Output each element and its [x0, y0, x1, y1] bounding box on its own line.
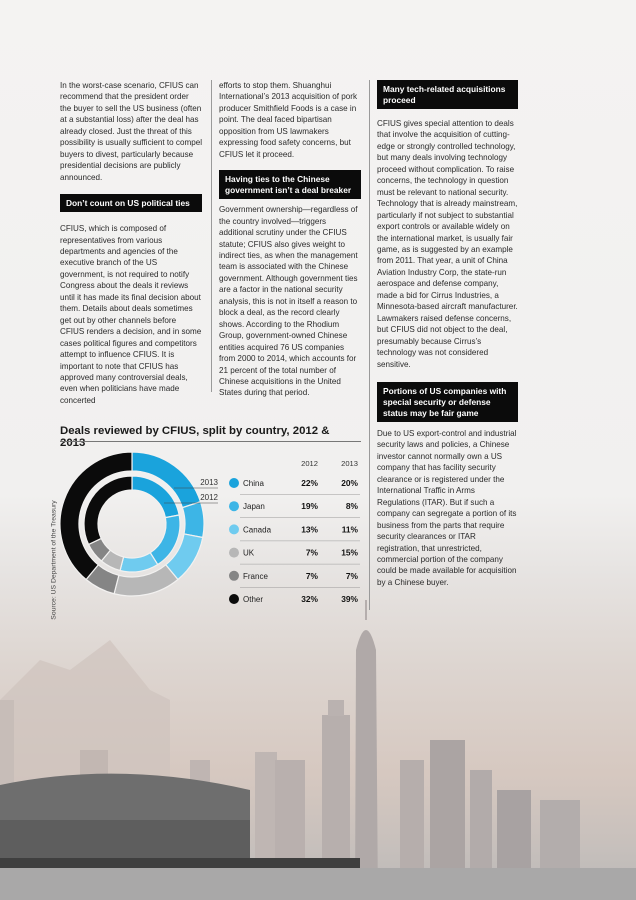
- column-rule-left: [211, 80, 212, 392]
- column-rule-right: [369, 80, 370, 610]
- paragraph: efforts to stop them. Shuanghui International’s 2013 acquisition of pork producer Smithfield Foods is a case in point. The deal faced bipartisan opposition from US lawmakers expressing food safety concerns, but CFIUS let it proceed.: [219, 81, 357, 159]
- table-value-japan-2013: 8%: [345, 501, 358, 512]
- table-value-canada-2012: 13%: [301, 524, 318, 535]
- paragraph: Due to US export-control and industrial security laws and policies, a Chinese investor cannot normally own a US company that has facility security clearance or is registered under the International Traffic in Arms Regulations (ITAR). But if such a company can segregate a portion of its business from the parts that require security clearances or ITAR registration, that unrestricted, commercial portion of the company could be made available for acquisition by a Chinese buyer.: [377, 428, 517, 587]
- legend-label-china: China: [243, 479, 264, 488]
- paragraph: CFIUS, which is composed of representatives from various departments and agencies of the executive branch of the US government, is not required to notify Congress about the deals it reviews until it has made its final decision about them. Details about deals sometimes get out by other channels before CFIUS renders a decision, and in some cases political figures and competitors attempt to influence CFIUS. It is important to note that CFIUS has approved many controversial deals, even when politicians have made concerted: [60, 224, 202, 405]
- table-value-china-2012: 22%: [301, 478, 318, 488]
- section-heading: Don’t count on US political ties: [60, 194, 202, 212]
- legend-label-canada: Canada: [243, 525, 272, 535]
- paragraph: CFIUS gives special attention to deals that involve the acquisition of cutting-edge or strongly controlled technology, but many deals involving technology proceed without complication. To raise concerns, the technology in question must be relevant to national security. Technology that is already mainstream, particularly if not subject to substantial export controls or available widely on the international market, is usually fair game, as is suggested by an example from 2011. That year, a unit of China Aviation Industry Corp, the state-run aerospace and defense company, made a bid for Cirrus Industries, a Minnesota-based aircraft manufacturer. Lawmakers raised defense concerns, but CFIUS did not object to the deal, presumably because Cirrus’s technology was not considered sensitive.: [377, 119, 518, 369]
- paragraph: In the worst-case scenario, CFIUS can recommend that the president order the buyer to sell the US business (often at a substantial loss) after the deal has already closed. Just the threat of this possibility is usually sufficient to compel buyers to divest, particularly because presidential decisions are publicly announced.: [60, 81, 203, 182]
- table-value-other-2013: 39%: [341, 594, 358, 604]
- outer-ring-label: 2013: [200, 478, 218, 487]
- inner-ring-label: 2012: [200, 493, 218, 502]
- paragraph: Government ownership—regardless of the country involved—triggers additional scrutiny under the CFIUS statute; CFIUS also gives weight to indirect ties, as when the management team is associated with the Chinese government. Although government ties are a factor in the national security analysis, this is not in itself a reason to block a deal, as the record clearly shows. According to the Rhodium Group, government-owned Chinese entities acquired 76 US companies from 2000 to 2014, which accounts for 21 percent of the total number of Chinese acquisitions in the United States during that period.: [219, 205, 358, 398]
- text-column-2: [219, 80, 361, 399]
- legend-label-other: Other: [243, 595, 264, 604]
- section-heading: Many tech-related acquisitions proceed: [377, 80, 518, 109]
- legend-label-uk: UK: [243, 548, 255, 558]
- table-value-china-2013: 20%: [341, 478, 358, 488]
- text-column-3: [377, 80, 518, 588]
- table-value-uk-2012: 7%: [305, 547, 318, 558]
- chart-source: Source: US Department of the Treasury: [50, 500, 58, 620]
- chart-title: Deals reviewed by CFIUS, split by country, 2012 & 2013: [60, 425, 330, 449]
- section-heading: Having ties to the Chinese government isn’t a deal breaker: [219, 170, 361, 199]
- table-value-other-2012: 32%: [301, 594, 318, 604]
- legend-label-japan: Japan: [243, 502, 265, 512]
- legend-label-france: France: [243, 571, 268, 581]
- section-heading: Portions of US companies with special security or defense status may be fair game: [377, 382, 518, 422]
- table-value-canada-2013: 11%: [341, 524, 358, 535]
- chart-title-rule: [60, 441, 361, 442]
- table-header-2013: 2013: [341, 459, 358, 468]
- table-value-france-2012: 7%: [305, 570, 318, 581]
- table-header-2012: 2012: [301, 459, 318, 468]
- table-value-uk-2013: 15%: [341, 547, 358, 558]
- table-value-japan-2012: 19%: [301, 501, 318, 512]
- table-value-france-2013: 7%: [345, 570, 358, 581]
- text-column-1: [60, 80, 202, 406]
